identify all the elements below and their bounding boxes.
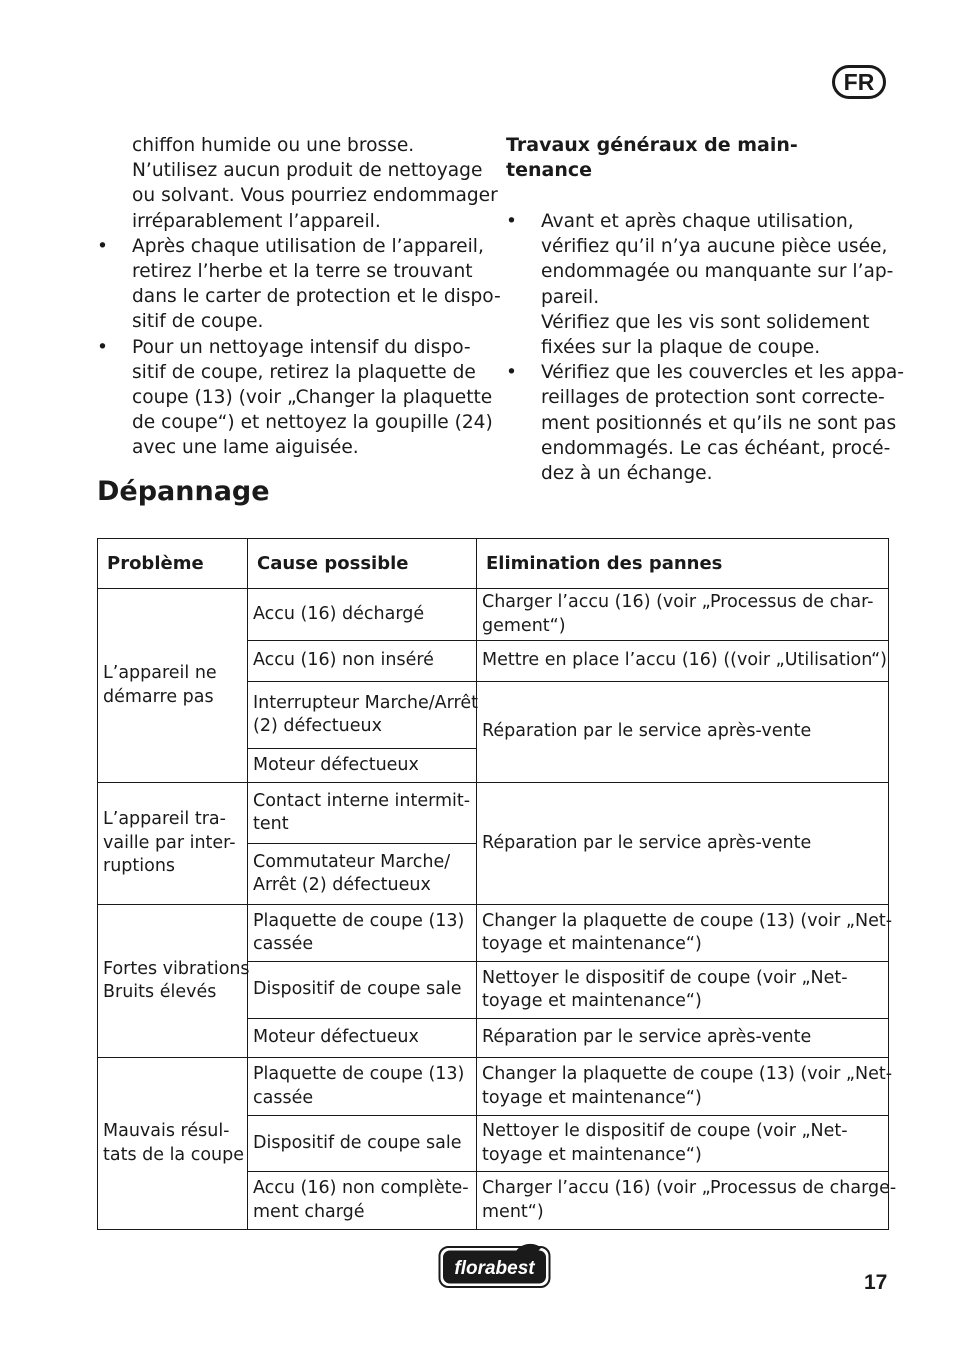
cause-cell [248,844,477,905]
bullet-item [506,209,894,360]
cell-line: Mauvais résul- [103,1121,230,1141]
cell-line: Réparation par le service après-vente [482,832,812,853]
continuation-paragraph [97,133,498,234]
cell-line: Nettoyer le dispositif de coupe (voir „Net- [482,1121,848,1141]
remedy-cell [477,682,889,783]
cell-line: tent [253,814,289,834]
cell-line: ruptions [103,856,176,877]
bullet-item [506,360,904,486]
remedy-cell [477,1116,889,1172]
cell-line: toyage et maintenance“) [482,1144,702,1165]
heading-line: tenance [506,159,592,181]
cell-line: Arrêt (2) défectueux [253,875,431,895]
table-header-row [98,539,889,589]
cause-cell [248,783,477,844]
cell-line: vaille par inter- [103,832,236,853]
text-line: dans le carter de protection et le dispo- [132,286,501,308]
text-line: dez à un échange. [541,463,713,485]
text-line: N’utilisez aucun produit de nettoyage [132,160,483,182]
cell-line: ment chargé [253,1201,365,1222]
text-line: sitif de coupe. [132,311,264,333]
cause-cell [248,962,477,1019]
text-line: ment positionnés et qu’ils ne sont pas [541,412,897,434]
text-line: sitif de coupe, retirez la plaquette de [132,361,476,383]
cell-line: Accu (16) non complète- [253,1178,469,1198]
cause-cell [248,1058,477,1116]
text-line: de coupe“) et nettoyez la goupille (24) [132,412,493,434]
cell-line: gement“) [482,615,566,636]
cause-cell [248,682,477,749]
cause-cell [248,589,477,641]
text-line: irréparablement l’appareil. [132,210,381,232]
cell-line: Charger l’accu (16) (voir „Processus de charge- [482,1178,897,1198]
cell-line: (2) défectueux [253,716,382,736]
text-line: chiffon humide ou une brosse. [132,135,415,156]
cause-cell [248,749,477,783]
remedy-cell [477,1172,897,1230]
table-row [98,783,889,844]
problem-cell [98,589,248,783]
remedy-cell [477,1019,889,1058]
column-header: Cause possible [248,539,477,589]
table-row [98,1058,889,1116]
cell-line: Nettoyer le dispositif de coupe (voir „Net- [482,967,848,988]
problem-cell [98,905,248,1058]
cell-line: toyage et maintenance“) [482,991,702,1011]
section-title: Dépannage [97,476,270,507]
logo-text: florabest [454,1258,535,1279]
florabest-logo [438,1243,551,1289]
cell-line: tats de la coupe [103,1144,245,1165]
text-line: avec une lame aiguisée. [132,437,359,459]
cell-line: cassée [253,1087,314,1108]
table-row [98,589,889,641]
text-line: endommagés. Le cas échéant, procé- [541,437,891,459]
cell-line: Dispositif de coupe sale [253,1132,462,1153]
text-line: • Après chaque utilisation de l’appareil, [132,235,484,257]
language-badge: FR [832,65,886,99]
table-row [98,905,889,962]
remedy-cell [477,783,889,905]
cause-cell [248,641,477,682]
text-line: retirez l’herbe et la terre se trouvant [132,261,473,283]
column-header: Elimination des pannes [477,539,889,589]
cell-line: Commutateur Marche/ [253,851,451,872]
text-line: • Avant et après chaque utilisation, [541,211,854,232]
cell-line: démarre pas [103,686,214,707]
problem-cell [98,1058,248,1230]
cell-line: Dispositif de coupe sale [253,979,462,1000]
column-header: Problème [98,539,248,589]
text-line: reillages de protection sont correcte- [541,387,885,409]
cell-line: Accu (16) déchargé [253,603,425,624]
cell-line: toyage et maintenance“) [482,1087,702,1108]
cell-line: L’appareil tra- [103,809,226,830]
cell-line: Mettre en place l’accu (16) ((voir „Utilisation“) [482,650,887,671]
cause-cell [248,1019,477,1058]
text-line: pareil. [541,286,600,308]
text-line: Vérifiez que les vis sont solidement [541,311,870,333]
text-line: • Pour un nettoyage intensif du dispo- [132,336,471,358]
text-line: fixées sur la plaque de coupe. [541,337,821,359]
cause-cell [248,1172,477,1230]
text-line: • Vérifiez que les couvercles et les appa- [541,362,904,384]
cause-cell [248,905,477,962]
cell-line: Réparation par le service après-vente [482,1027,812,1048]
bullet-item [97,234,501,335]
bullet-item [97,335,493,461]
cell-line: Fortes vibrations [103,958,250,979]
cell-line: Plaquette de coupe (13) [253,1064,465,1084]
remedy-cell [477,962,889,1019]
cell-line: Interrupteur Marche/Arrêt [253,692,478,713]
cell-line: cassée [253,934,314,954]
cell-line: Bruits élevés [103,982,217,1002]
cause-cell [248,1116,477,1172]
text-line: endommagée ou manquante sur l’ap- [541,261,894,283]
heading-line: Travaux généraux de main- [506,134,798,156]
left-column [97,133,501,461]
page-number: 17 [864,1271,888,1294]
maintenance-heading [506,133,891,183]
cell-line: Plaquette de coupe (13) [253,910,465,931]
remedy-cell [477,905,893,962]
cell-line: Moteur défectueux [253,1027,419,1048]
cell-line: toyage et maintenance“) [482,934,702,954]
text-line: vérifiez qu’il n’ya aucune pièce usée, [541,236,888,258]
text-line: ou solvant. Vous pourriez endommager [132,185,498,207]
text-line: coupe (13) (voir „Changer la plaquette [132,387,493,409]
cell-line: ment“) [482,1201,544,1222]
cell-line: Moteur défectueux [253,754,419,775]
cell-line: Changer la plaquette de coupe (13) (voir „Net- [482,1064,893,1084]
cell-line: Charger l’accu (16) (voir „Processus de char- [482,592,874,612]
problem-cell [98,783,248,905]
right-column [506,133,904,486]
cell-line: Réparation par le service après-vente [482,721,812,742]
cell-line: Contact interne intermit- [253,790,471,811]
remedy-cell [477,589,889,641]
cell-line: Changer la plaquette de coupe (13) (voir „Net- [482,910,893,931]
cell-line: Accu (16) non inséré [253,650,434,671]
cell-line: L’appareil ne [103,663,217,683]
remedy-cell [477,641,889,682]
remedy-cell [477,1058,893,1116]
troubleshooting-table [97,538,897,1230]
